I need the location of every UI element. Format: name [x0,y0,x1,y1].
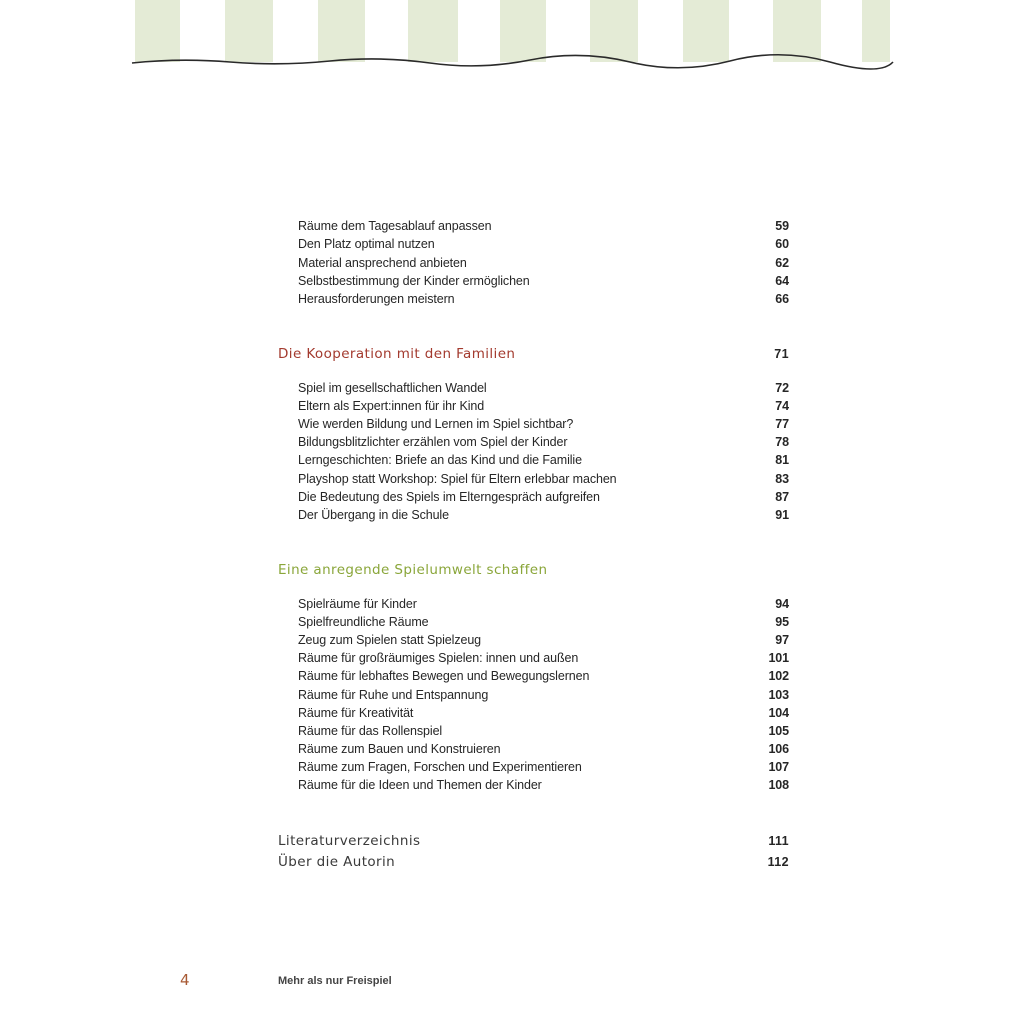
chapter-heading-title: Die Kooperation mit den Familien [278,346,516,362]
toc-entry-page: 107 [768,760,789,774]
toc-entry-page: 95 [775,615,789,629]
toc-entry [298,649,789,667]
toc-entry-title: Spielfreundliche Räume [298,615,429,629]
toc-entry [298,379,789,397]
toc-entry-page: 62 [775,256,789,270]
toc-entry-title: Räume für großräumiges Spielen: innen und außen [298,651,579,665]
chapter-heading-environment [278,559,789,581]
toc-entry [298,776,789,794]
toc-entry-title: Selbstbestimmung der Kinder ermöglichen [298,274,530,288]
toc-entry-page: 106 [768,742,789,756]
toc-entry-page: 72 [775,381,789,395]
toc-entry-title: Bildungsblitzlichter erzählen vom Spiel der Kinder [298,435,568,449]
toc-entry-page: 91 [775,508,789,522]
toc-entry-page: 87 [775,490,789,504]
toc-entry [298,451,789,469]
toc-entry [298,217,789,235]
toc-entry [298,704,789,722]
toc-entry-title: Räume für lebhaftes Bewegen und Bewegungslernen [298,669,590,683]
toc-entry-title: Literaturverzeichnis [278,833,421,849]
toc-entry-page: 74 [775,399,789,413]
toc-entry-page: 66 [775,292,789,306]
toc-entry-title: Räume für die Ideen und Themen der Kinder [298,778,542,792]
toc-entry-title: Über die Autorin [278,854,396,870]
toc-entry [298,613,789,631]
toc-entry-page: 64 [775,274,789,288]
chapter-heading-title: Eine anregende Spielumwelt schaffen [278,562,548,578]
toc-entry-page: 108 [768,778,789,792]
toc-end-entry-author [278,852,789,872]
toc-entry [298,506,789,524]
toc-entry-title: Räume dem Tagesablauf anpassen [298,219,492,233]
toc-entry-page: 97 [775,633,789,647]
toc-entry-title: Playshop statt Workshop: Spiel für Eltern erlebbar machen [298,472,617,486]
toc-entry-title: Spiel im gesellschaftlichen Wandel [298,381,487,395]
toc-entry-title: Zeug zum Spielen statt Spielzeug [298,633,482,647]
toc-entry [298,740,789,758]
chapter-heading-families [278,343,789,365]
toc-entry-title: Wie werden Bildung und Lernen im Spiel sichtbar? [298,417,574,431]
toc-entry-page: 94 [775,597,789,611]
toc-entry [298,415,789,433]
toc-entry [298,397,789,415]
toc-entry-page: 101 [768,651,789,665]
toc-entry-title: Räume für Ruhe und Entspannung [298,688,489,702]
toc-entry [298,433,789,451]
toc-entry-title: Eltern als Expert:innen für ihr Kind [298,399,485,413]
toc-entry-title: Den Platz optimal nutzen [298,237,435,251]
toc-entry [298,595,789,613]
toc-entry-page: 111 [768,834,789,848]
toc-entry [298,254,789,272]
toc-entry-title: Der Übergang in die Schule [298,508,449,522]
toc-entry-page: 60 [775,237,789,251]
toc-entry-page: 102 [768,669,789,683]
toc-entry-page: 104 [768,706,789,720]
toc-entry [298,470,789,488]
toc-entry [298,758,789,776]
toc-entry-title: Räume für das Rollenspiel [298,724,443,738]
toc-entry [298,722,789,740]
footer-book-title: Mehr als nur Freispiel [278,975,392,987]
toc-entry-title: Material ansprechend anbieten [298,256,467,270]
toc-end-entry-bibliography [278,831,789,851]
toc-entry [298,667,789,685]
toc-entry-title: Lerngeschichten: Briefe an das Kind und die Familie [298,453,582,467]
toc-entry [298,272,789,290]
toc-entry-page: 78 [775,435,789,449]
toc-entry-page: 103 [768,688,789,702]
chapter-heading-page: 71 [774,347,789,361]
toc-entry-page: 59 [775,219,789,233]
toc-entry [298,686,789,704]
footer-page-number: 4 [180,971,190,989]
toc-entry-title: Räume für Kreativität [298,706,414,720]
toc-entry-page: 112 [767,855,789,869]
toc-entry [298,488,789,506]
striped-header-decoration [0,0,1024,70]
toc-entry-page: 81 [775,453,789,467]
toc-entry-title: Spielräume für Kinder [298,597,417,611]
toc-entry-page: 83 [775,472,789,486]
toc-entry [298,235,789,253]
toc-entry-page: 105 [768,724,789,738]
toc-entry-title: Räume zum Fragen, Forschen und Experimentieren [298,760,582,774]
toc-entry [298,290,789,308]
toc-entry-page: 77 [775,417,789,431]
toc-entry [298,631,789,649]
toc-entry-title: Herausforderungen meistern [298,292,455,306]
toc-entry-title: Die Bedeutung des Spiels im Elterngespräch aufgreifen [298,490,600,504]
toc-entry-title: Räume zum Bauen und Konstruieren [298,742,501,756]
